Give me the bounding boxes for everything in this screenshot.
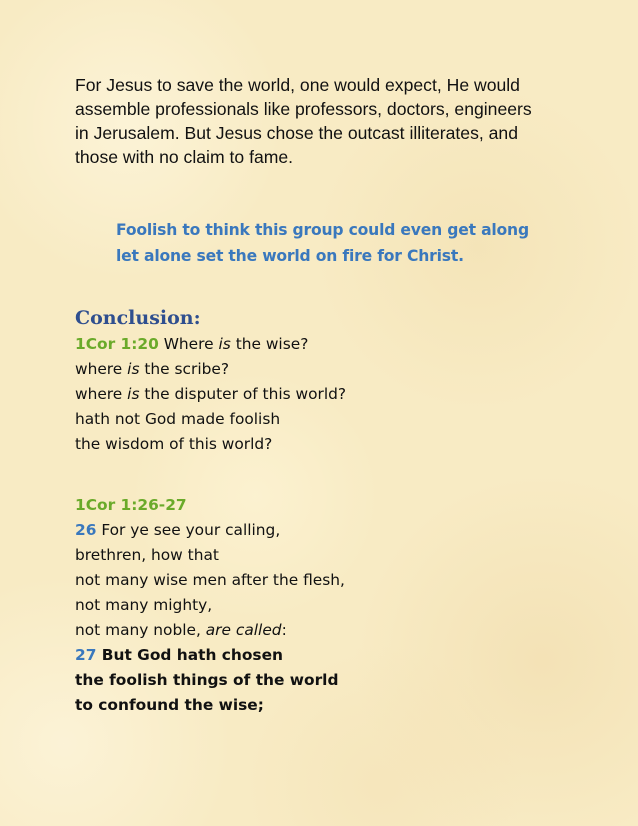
verse-line: not many mighty, [75, 596, 213, 614]
verse-line [75, 618, 345, 643]
verse-text: : [281, 621, 287, 639]
verse-line: not many wise men after the flesh, [75, 571, 345, 589]
verse-line [75, 357, 346, 382]
intro-line: assemble professionals like professors, doctors, engineers [75, 99, 532, 119]
verse-text: the scribe? [139, 360, 230, 378]
verse-reference: 1Cor 1:26-27 [75, 496, 187, 514]
verse-italic: is [127, 385, 140, 403]
verse-line [75, 332, 346, 357]
verse-reference: 1Cor 1:20 [75, 335, 159, 353]
verse-line: the wisdom of this world? [75, 435, 273, 453]
verse-italic: is [127, 360, 140, 378]
verse-text: where [75, 385, 128, 403]
verse-italic: is [218, 335, 231, 353]
verse-number: 27 [75, 646, 97, 664]
intro-line: those with no claim to fame. [75, 147, 294, 167]
verse-line [75, 518, 345, 543]
verse-block-1cor-1-20 [75, 332, 346, 457]
verse-block-1cor-1-26-27 [75, 493, 345, 718]
conclusion-heading: Conclusion: [75, 307, 201, 329]
verse-text: For ye see your calling, [96, 521, 281, 539]
verse-line: hath not God made foolish [75, 410, 281, 428]
callout-quote [116, 217, 529, 269]
verse-line [75, 493, 345, 518]
verse-number: 26 [75, 521, 97, 539]
verse-text: Where [158, 335, 219, 353]
verse-line: the foolish things of the world [75, 671, 339, 689]
verse-text: But God hath chosen [96, 646, 283, 664]
intro-line: For Jesus to save the world, one would expect, He would [75, 75, 520, 95]
verse-italic: are called [205, 621, 282, 639]
verse-text: where [75, 360, 128, 378]
intro-line: in Jerusalem. But Jesus chose the outcast illiterates, and [75, 123, 519, 143]
verse-line [75, 643, 345, 668]
verse-line: to confound the wise; [75, 696, 264, 714]
verse-text: the disputer of this world? [139, 385, 347, 403]
verse-text: the wise? [230, 335, 309, 353]
verse-text: not many noble, [75, 621, 206, 639]
callout-line: let alone set the world on fire for Christ. [116, 247, 464, 265]
intro-paragraph [75, 73, 575, 169]
verse-line [75, 382, 346, 407]
callout-line: Foolish to think this group could even get along [116, 221, 529, 239]
verse-line: brethren, how that [75, 546, 219, 564]
